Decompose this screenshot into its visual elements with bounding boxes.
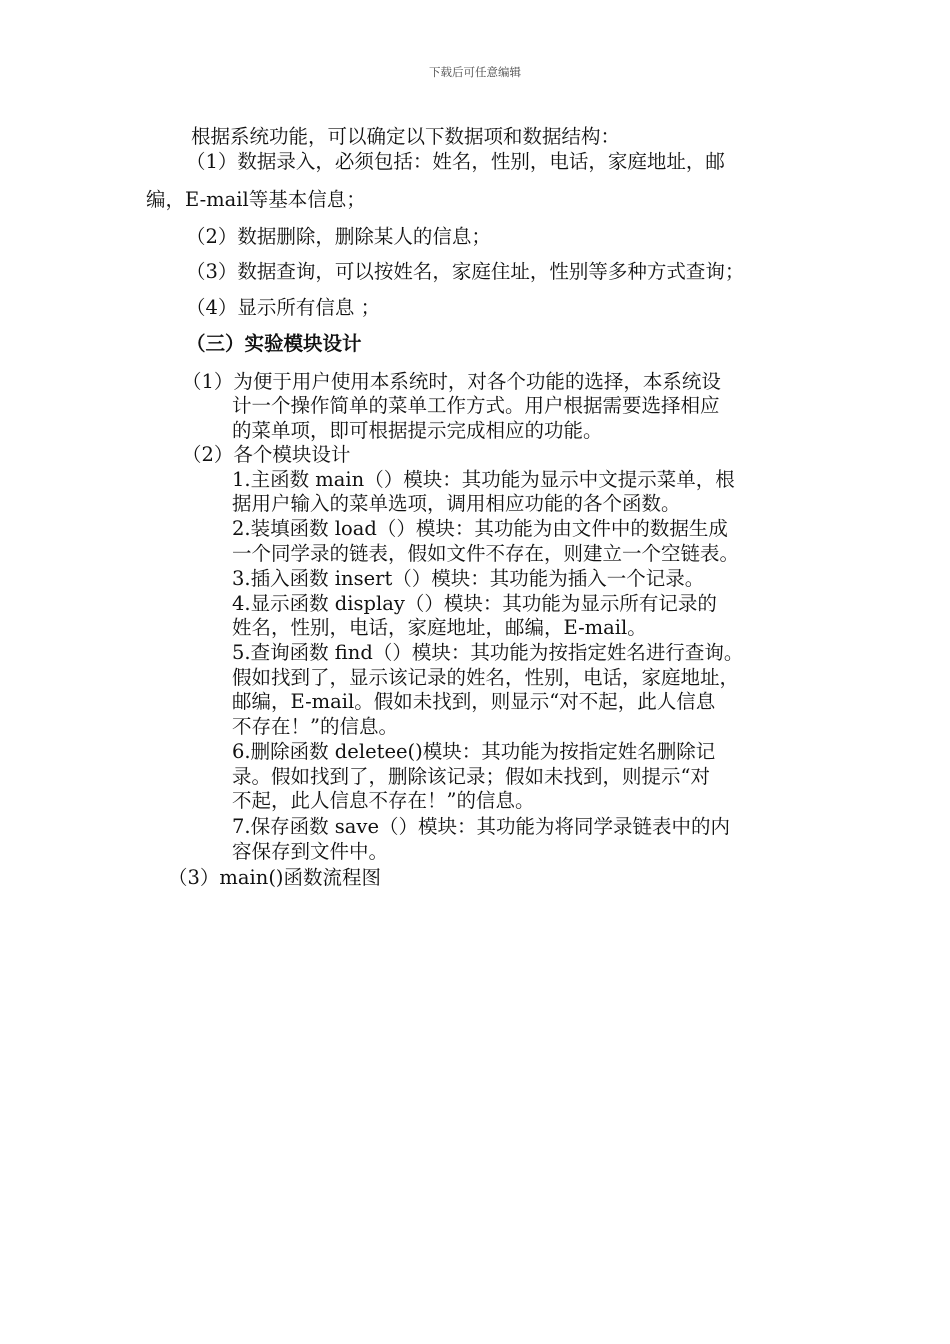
function-find-desc: 5.查询函数 find（）模块：其功能为按指定姓名进行查询。 (232, 641, 744, 664)
function-save-desc: 7.保存函数 save（）模块：其功能为将同学录链表中的内 (232, 815, 730, 838)
function-deletee-desc-line-3: 不起，此人信息不存在！”的信息。 (232, 789, 535, 812)
section-title: （三）实验模块设计 (186, 332, 362, 355)
function-main-desc-continued: 据用户输入的菜单选项，调用相应功能的各个函数。 (232, 492, 681, 515)
function-load-desc: 2.装填函数 load（）模块：其功能为由文件中的数据生成 (232, 517, 728, 540)
module-item-1: （1）为便于用户使用本系统时，对各个功能的选择，本系统设 (182, 370, 721, 393)
requirement-item-3: （3）数据查询，可以按姓名，家庭住址，性别等多种方式查询； (186, 260, 745, 283)
function-find-desc-line-2: 假如找到了，显示该记录的姓名，性别，电话，家庭地址， (232, 666, 740, 689)
page-header: 下载后可任意编辑 (429, 65, 521, 79)
requirement-item-1-continued: 编，E-mail等基本信息； (146, 188, 366, 211)
function-load-desc-continued: 一个同学录的链表，假如文件不存在，则建立一个空链表。 (232, 542, 740, 565)
function-display-desc: 4.显示函数 display（）模块：其功能为显示所有记录的 (232, 592, 717, 615)
function-save-desc-continued: 容保存到文件中。 (232, 840, 389, 863)
function-find-desc-line-3: 邮编，E-mail。假如未找到，则显示“对不起，此人信息 (232, 690, 716, 713)
module-item-1-line-2: 计一个操作简单的菜单工作方式。用户根据需要选择相应 (232, 394, 720, 417)
module-item-1-line-3: 的菜单项，即可根据提示完成相应的功能。 (232, 419, 603, 442)
requirement-item-1: （1）数据录入，必须包括：姓名，性别，电话，家庭地址，邮 (186, 150, 725, 173)
module-item-2: （2）各个模块设计 (182, 443, 351, 466)
function-main-desc: 1.主函数 main（）模块：其功能为显示中文提示菜单，根 (232, 468, 735, 491)
flowchart-caption: （3）main()函数流程图 (168, 866, 382, 889)
function-insert-desc: 3.插入函数 insert（）模块：其功能为插入一个记录。 (232, 567, 705, 590)
requirement-item-4: （4）显示所有信息 ； (186, 296, 381, 319)
function-display-desc-continued: 姓名，性别，电话，家庭地址，邮编，E-mail。 (232, 616, 647, 639)
function-deletee-desc: 6.删除函数 deletee()模块：其功能为按指定姓名删除记 (232, 740, 716, 763)
function-find-desc-line-4: 不存在！”的信息。 (232, 715, 398, 738)
function-deletee-desc-line-2: 录。假如找到了，删除该记录；假如未找到，则提示“对 (232, 765, 710, 788)
requirement-item-2: （2）数据删除，删除某人的信息； (186, 225, 491, 248)
intro-paragraph: 根据系统功能，可以确定以下数据项和数据结构： (191, 125, 621, 148)
